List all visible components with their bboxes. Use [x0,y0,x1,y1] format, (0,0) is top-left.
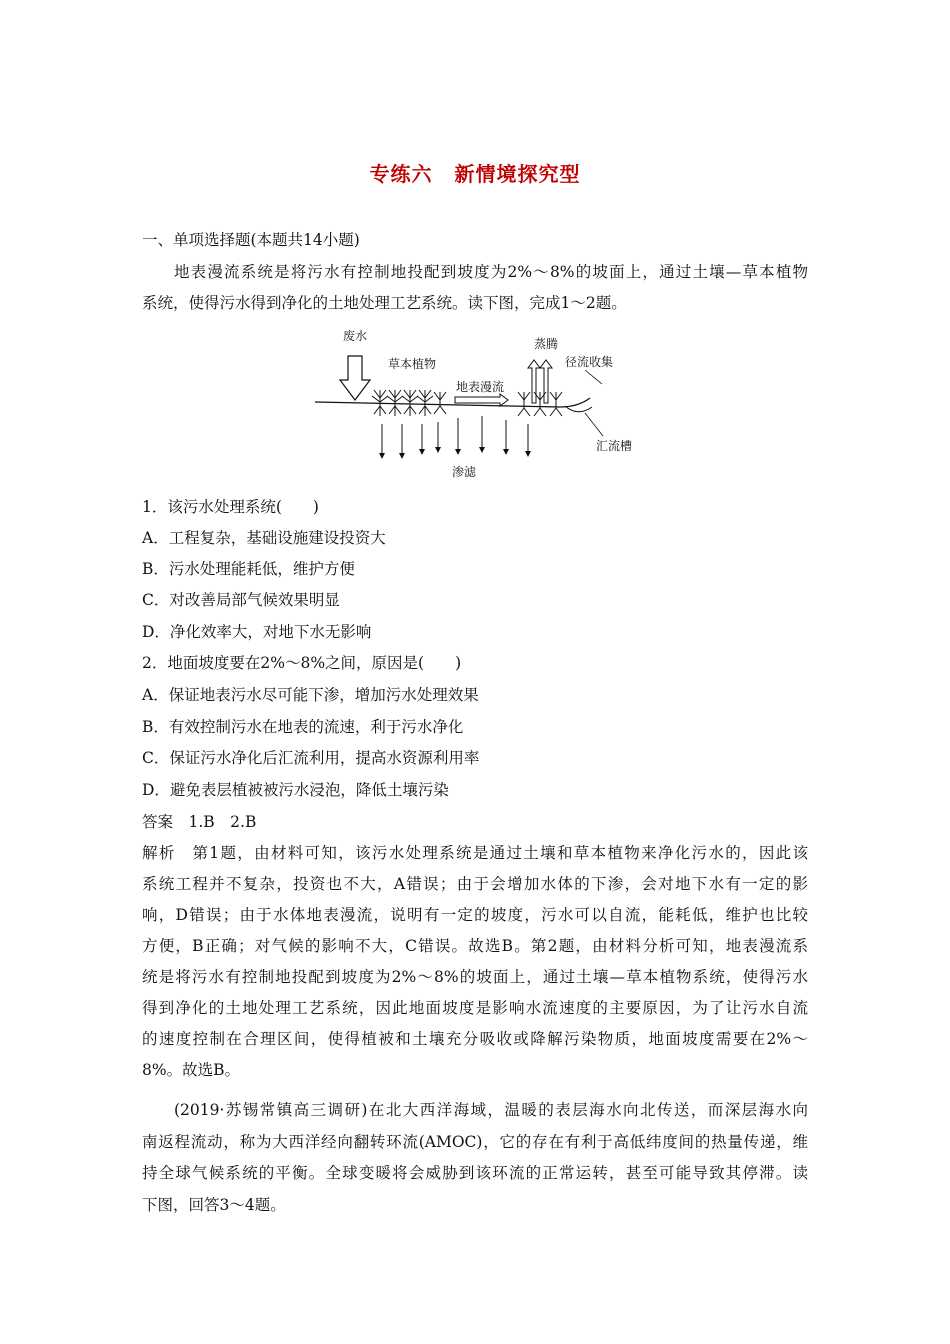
answer-line: 答案 1.B 2.B [142,813,257,831]
label-infiltration: 渗滤 [452,465,477,479]
label-runoff-collection: 径流收集 [565,355,614,369]
question-2-option-c: C．保证污水净化后汇流利用，提高水资源利用率 [142,749,480,767]
question-2-stem: 2．地面坡度要在2%～8%之间，原因是( ) [142,654,462,672]
surface-flow-diagram [310,318,650,486]
analysis-line-6: 得到净化的土地处理工艺系统，因此地面坡度是影响水流速度的主要原因，为了让污水自流 [142,999,808,1017]
analysis-line-1: 解析 第1题，由材料可知，该污水处理系统是通过土壤和草本植物来净化污水的，因此该 [142,844,808,862]
wastewater-arrow [340,356,370,400]
slope-ground-line [315,398,590,407]
analysis-line-2: 系统工程并不复杂，投资也不大，A错误；由于会增加水体的下渗，会对地下水有一定的影 [142,875,808,893]
analysis-line-3: 响，D错误；由于水体地表漫流，说明有一定的坡度，污水可以自流，能耗低，维护也比较 [142,906,808,924]
intro2-line-4: 下图，回答3～4题。 [142,1196,286,1214]
label-wastewater: 废水 [343,329,368,343]
intro2-line-1: (2019·苏锡常镇高三调研)在北大西洋海域，温暖的表层海水向北传送，而深层海水向 [174,1101,808,1119]
title-part-1: 专练六 [369,162,433,186]
label-surface-flow: 地表漫流 [456,380,505,394]
page-title [0,158,950,187]
label-evaporation: 蒸腾 [534,337,559,351]
analysis-line-8: 8%。故选B。 [142,1061,240,1079]
question-2-option-b: B．有效控制污水在地表的流速，利于污水净化 [142,718,464,736]
intro-paragraph-line-1: 地表漫流系统是将污水有控制地投配到坡度为2%～8%的坡面上，通过土壤—草本植物 [174,263,808,281]
question-1-option-b: B．污水处理能耗低，维护方便 [142,560,355,578]
infiltration-arrows [382,416,528,456]
intro2-line-2: 南返程流动，称为大西洋经向翻转环流(AMOC)，它的存在有利于高低纬度间的热量传递，维 [142,1133,808,1151]
analysis-line-4: 方便，B正确；对气候的影响不大，C错误。故选B。第2题，由材料分析可知，地表漫流系 [142,937,808,955]
evaporation-arrow-1 [528,360,540,403]
question-1-option-d: D．净化效率大，对地下水无影响 [142,623,372,641]
surface-flow-arrow [455,394,508,406]
question-1-option-a: A．工程复杂，基础设施建设投资大 [142,529,386,547]
section-heading: 一、单项选择题(本题共14小题) [142,231,360,249]
analysis-line-7: 的速度控制在合理区间，使得植被和土壤充分吸收或降解污染物质，地面坡度需要在2%～ [142,1030,808,1048]
question-2-option-a: A．保证地表污水尽可能下渗，增加污水处理效果 [142,686,479,704]
label-collection-trough: 汇流槽 [596,439,633,453]
question-1-option-c: C．对改善局部气候效果明显 [142,591,340,609]
question-1-stem: 1．该污水处理系统( ) [142,498,319,516]
label-herbs: 草本植物 [388,357,437,371]
analysis-line-5: 统是将污水有控制地投配到坡度为2%～8%的坡面上，通过土壤—草本植物系统，使得污水 [142,968,808,986]
title-part-2: 新情境探究型 [454,162,581,186]
intro2-line-3: 持全球气候系统的平衡。全球变暖将会威胁到该环流的正常运转，甚至可能导致其停滞。读 [142,1164,808,1182]
evaporation-arrow-2 [540,360,552,403]
question-2-option-d: D．避免表层植被被污水浸泡，降低土壤污染 [142,781,449,799]
intro-paragraph-line-2: 系统，使得污水得到净化的土地处理工艺系统。读下图，完成1～2题。 [142,294,627,312]
